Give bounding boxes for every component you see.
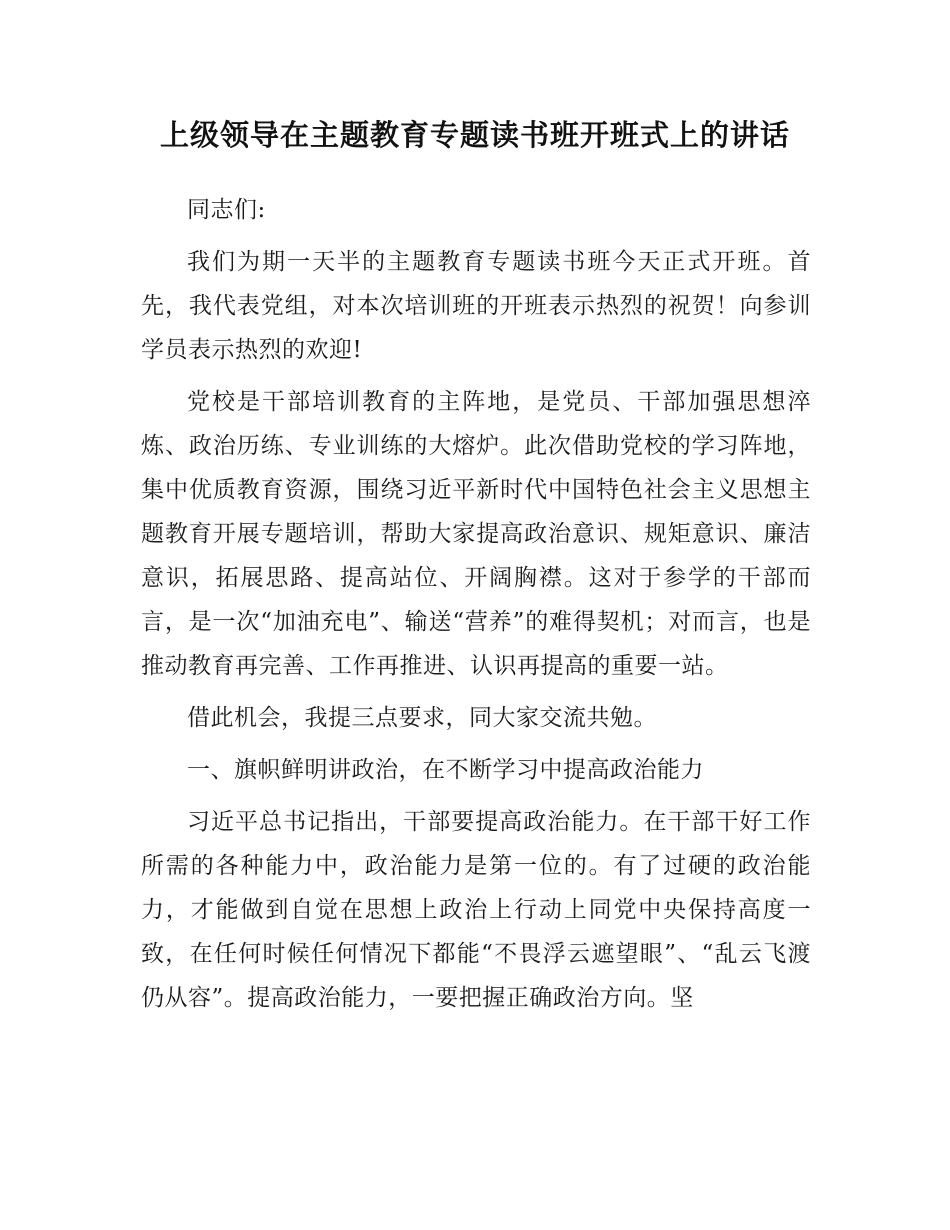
paragraph: 党校是干部培训教育的主阵地，是党员、干部加强思想淬炼、政治历练、专业训练的大熔炉。此次借助党校的学习阵地，集中优质教育资源，围绕习近平新时代中国特色社会主义思想主题教育开展专题培训，帮助大家提高政治意识、规矩意识、廉洁意识，拓展思路、提高站位、开阔胸襟。这对于参学的干部而言，是一次“加油充电”、输送“营养”的难得契机；对而言，也是推动教育再完善、工作再推进、认识再提高的重要一站。 bbox=[141, 389, 811, 679]
document-title: 上级领导在主题教育专题读书班开班式上的讲话 bbox=[159, 118, 790, 152]
section-heading: 一、旗帜鲜明讲政治，在不断学习中提高政治能力 bbox=[187, 757, 704, 783]
paragraph: 我们为期一天半的主题教育专题读书班今天正式开班。首先，我代表党组，对本次培训班的开班表示热烈的祝贺！向参训学员表示热烈的欢迎! bbox=[141, 249, 811, 363]
document-body bbox=[141, 188, 811, 1028]
salutation: 同志们: bbox=[187, 197, 266, 223]
paragraph: 习近平总书记指出，干部要提高政治能力。在干部干好工作所需的各种能力中，政治能力是第一位的。有了过硬的政治能力，才能做到自觉在思想上政治上行动上同党中央保持高度一致，在任何时候任何情况下都能“不畏浮云遮望眼”、“乱云飞渡仍从容”。提高政治能力，一要把握正确政治方向。坚 bbox=[141, 809, 811, 1011]
paragraph: 借此机会，我提三点要求，同大家交流共勉。 bbox=[187, 705, 657, 731]
